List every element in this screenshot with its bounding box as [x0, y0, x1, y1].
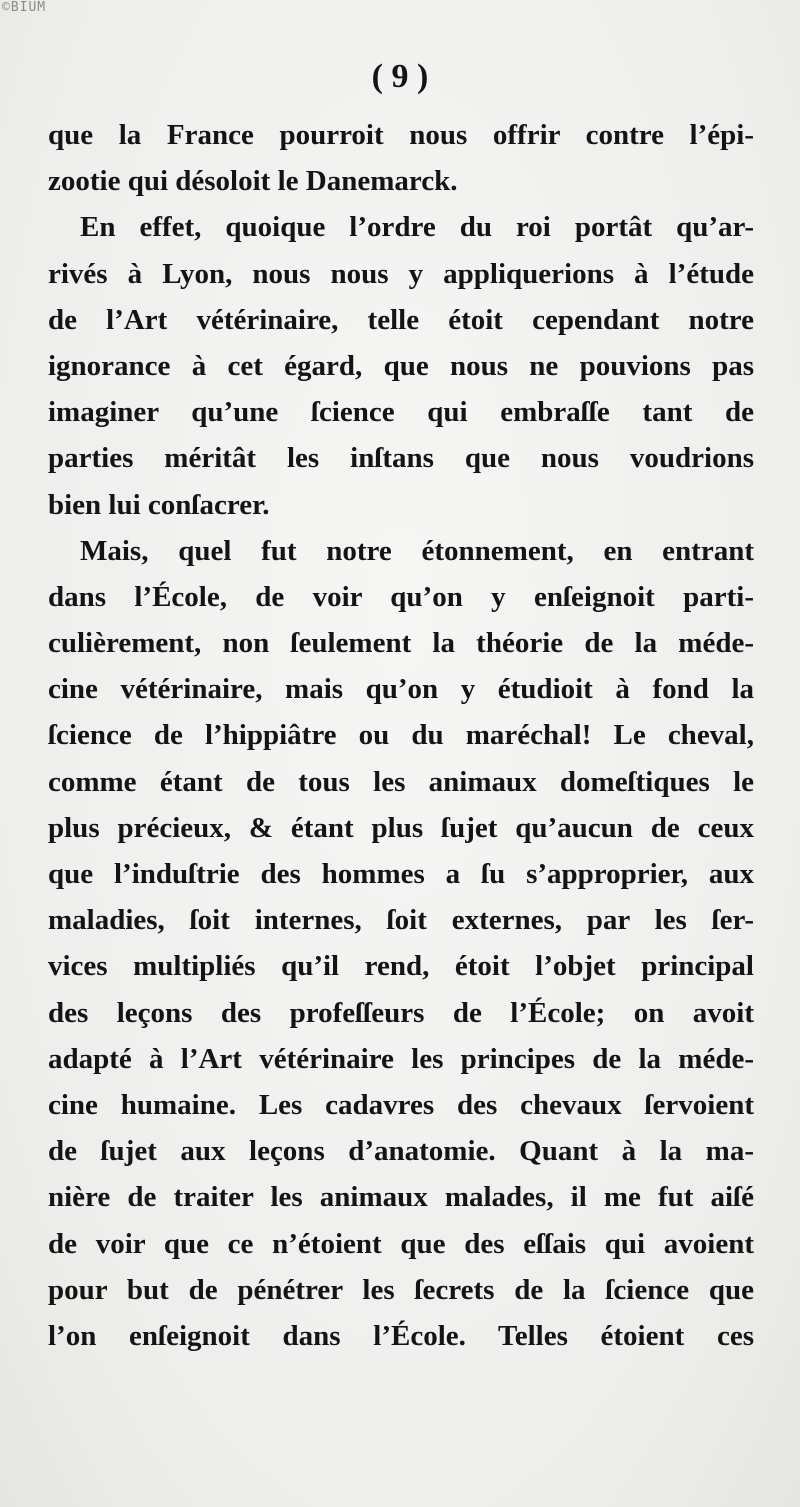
text-line: cine vétérinaire, mais qu’on y étudioit à fond la	[48, 673, 754, 706]
text-line: de ſujet aux leçons d’anatomie. Quant à la ma-	[48, 1135, 754, 1168]
text-line: rivés à Lyon, nous nous y appliquerions à l’étude	[48, 257, 754, 290]
text-line: zootie qui désoloit le Danemarck.	[48, 165, 458, 198]
text-line: maladies, ſoit internes, ſoit externes, par les ſer-	[48, 904, 754, 937]
text-line: nière de traiter les animaux malades, il me fut aiſé	[48, 1181, 754, 1214]
text-line: vices multipliés qu’il rend, étoit l’objet principal	[48, 950, 754, 983]
text-line: dans l’École, de voir qu’on y enſeignoit parti-	[48, 580, 754, 613]
text-line: adapté à l’Art vétérinaire les principes de la méde-	[48, 1042, 754, 1075]
text-line: de l’Art vétérinaire, telle étoit cependant notre	[48, 303, 754, 336]
text-line: l’on enſeignoit dans l’École. Telles étoient ces	[48, 1319, 754, 1352]
text-line: de voir que ce n’étoient que des eſſais qui avoient	[48, 1227, 754, 1260]
page-number: ( 9 )	[371, 58, 429, 95]
text-line: parties méritât les inſtans que nous voudrions	[48, 442, 754, 475]
text-line: cine humaine. Les cadavres des chevaux ſervoient	[48, 1088, 754, 1121]
text-line: bien lui conſacrer.	[48, 488, 270, 521]
body-text	[48, 112, 754, 1359]
text-line: comme étant de tous les animaux domeſtiques le	[48, 765, 754, 798]
text-line: que la France pourroit nous offrir contre l’épi-	[48, 119, 754, 151]
text-line: pour but de pénétrer les ſecrets de la ſcience que	[48, 1273, 754, 1306]
text-line: Mais, quel fut notre étonnement, en entrant	[80, 534, 754, 567]
text-line: ignorance à cet égard, que nous ne pouvions pas	[48, 349, 754, 382]
text-line: imaginer qu’une ſcience qui embraſſe tant de	[48, 396, 754, 429]
text-line: des leçons des profeſſeurs de l’École; on avoit	[48, 996, 754, 1029]
text-line: En effet, quoique l’ordre du roi portât qu’ar-	[80, 211, 754, 244]
text-line: plus précieux, & étant plus ſujet qu’aucun de ceux	[48, 811, 754, 844]
watermark: ©BIUM	[2, 0, 47, 15]
text-line: culièrement, non ſeulement la théorie de la méde-	[48, 627, 754, 660]
text-line: que l’induſtrie des hommes a ſu s’approprier, aux	[48, 858, 754, 890]
text-line: ſcience de l’hippiâtre ou du maréchal! Le cheval,	[48, 719, 754, 752]
